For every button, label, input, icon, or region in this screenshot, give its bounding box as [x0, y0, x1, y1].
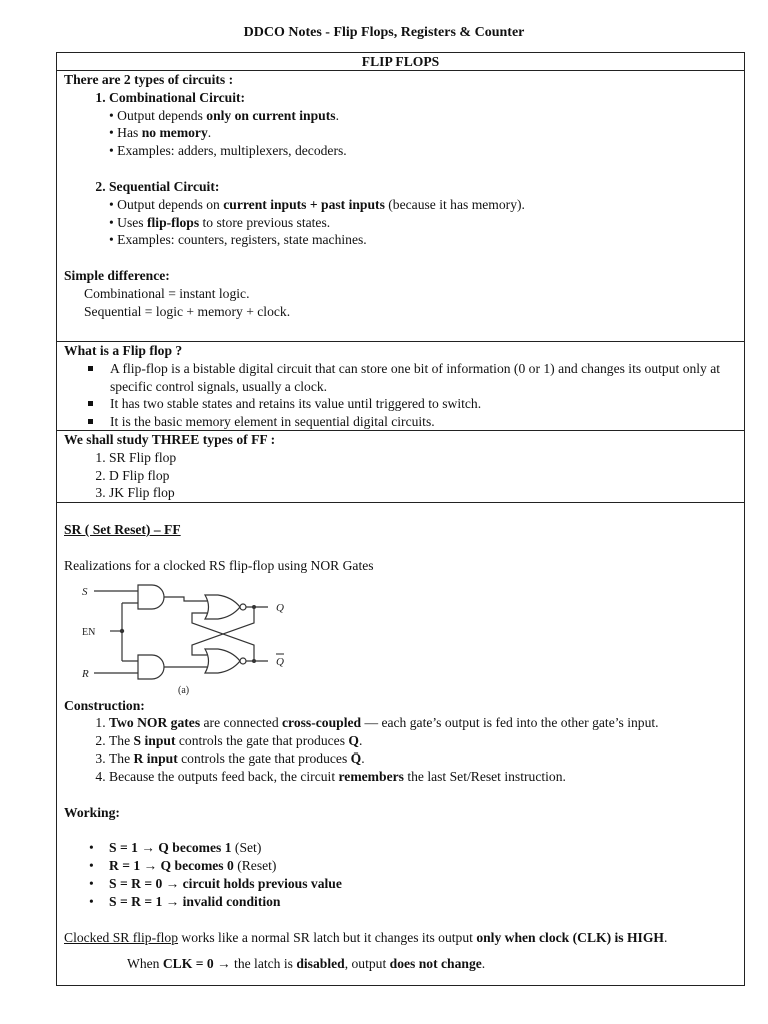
types-section: [57, 431, 744, 503]
combinational-bullet-3: • Examples: adders, multiplexers, decoders.: [109, 143, 347, 159]
difference-sequential: Sequential = logic + memory + clock.: [84, 303, 291, 319]
construction-item: 3. The R input controls the gate that produces Q̄.: [109, 750, 737, 768]
combinational-title: 1. Combinational Circuit:: [109, 89, 737, 107]
what-is-ff-section: [57, 342, 744, 431]
working-item: • R = 1 → Q becomes 0 (Reset): [109, 857, 737, 875]
working-item: • S = R = 0 → circuit holds previous value: [109, 875, 737, 893]
circuits-intro: There are 2 types of circuits :: [64, 72, 234, 87]
sequential-bullet-1: • Output depends on current inputs + past inputs (because it has memory).: [109, 196, 525, 212]
input-gate-top: [138, 585, 164, 609]
section-header: FLIP FLOPS: [57, 53, 744, 71]
what-item-3: It is the basic memory element in sequential digital circuits.: [110, 413, 737, 431]
difference-combinational: Combinational = instant logic.: [84, 285, 250, 301]
clocked-sr-text: Clocked SR flip-flop works like a normal SR latch but it changes its output only when clock (CLK) is HIGH.: [64, 929, 668, 945]
type-item-sr: 1. SR Flip flop: [109, 449, 737, 467]
sr-heading: SR ( Set Reset) – FF: [64, 522, 181, 537]
working-list: [64, 839, 737, 910]
circuits-section: [57, 71, 744, 342]
working-item: • S = R = 1 → invalid condition: [109, 893, 737, 911]
types-list: [64, 449, 737, 502]
label-q: Q: [276, 601, 284, 614]
working-item: • S = 1 → Q becomes 1 (Set): [109, 839, 737, 857]
sr-nor-circuit-diagram: [80, 579, 290, 697]
label-qbar: Q: [276, 655, 284, 668]
nor-gate-top: [205, 595, 240, 619]
circuit-types-list-2: [64, 178, 737, 196]
nor-gate-bottom: [205, 649, 240, 673]
input-gate-bottom: [138, 655, 164, 679]
what-item-2: It has two stable states and retains its value until triggered to switch.: [110, 395, 737, 413]
type-item-d: 2. D Flip flop: [109, 467, 737, 485]
construction-item: 4. Because the outputs feed back, the circuit remembers the last Set/Reset instruction.: [109, 768, 737, 786]
what-title: What is a Flip flop ?: [64, 343, 183, 358]
difference-title: Simple difference:: [64, 268, 170, 284]
what-item-1: A flip-flop is a bistable digital circuit that can store one bit of information (0 or 1) and changes its output only at specific control signals, usually a clock.: [110, 360, 737, 396]
what-list: [64, 360, 737, 431]
notes-table: [56, 52, 745, 986]
document-title: DDCO Notes - Flip Flops, Registers & Counter: [243, 25, 525, 40]
figure-caption: (a): [178, 684, 190, 696]
sequential-bullet-2: • Uses flip-flops to store previous states.: [109, 214, 331, 230]
sequential-title: 2. Sequential Circuit:: [109, 178, 737, 196]
label-en: EN: [82, 626, 96, 638]
combinational-bullet-2: • Has no memory.: [109, 125, 212, 141]
combinational-bullet-1: • Output depends only on current inputs.: [109, 107, 339, 123]
label-r: R: [82, 667, 89, 680]
construction-item: 2. The S input controls the gate that produces Q.: [109, 732, 737, 750]
working-title: Working:: [64, 804, 120, 820]
circuit-types-list: [64, 89, 737, 107]
sr-realization-text: Realizations for a clocked RS flip-flop using NOR Gates: [64, 557, 374, 573]
label-s: S: [82, 585, 88, 598]
sr-section: [57, 503, 744, 973]
construction-list: [64, 714, 737, 785]
type-item-jk: 3. JK Flip flop: [109, 484, 737, 502]
construction-item: 1. Two NOR gates are connected cross-coupled — each gate’s output is fed into the other gate’s input.: [109, 714, 737, 732]
sequential-bullet-3: • Examples: counters, registers, state machines.: [109, 232, 367, 248]
clocked-sr-link: Clocked SR flip-flop: [64, 929, 179, 945]
when-clk-zero-text: When CLK = 0 → the latch is disabled, output does not change.: [127, 956, 486, 972]
construction-title: Construction:: [64, 697, 145, 713]
types-title: We shall study THREE types of FF :: [64, 432, 276, 447]
